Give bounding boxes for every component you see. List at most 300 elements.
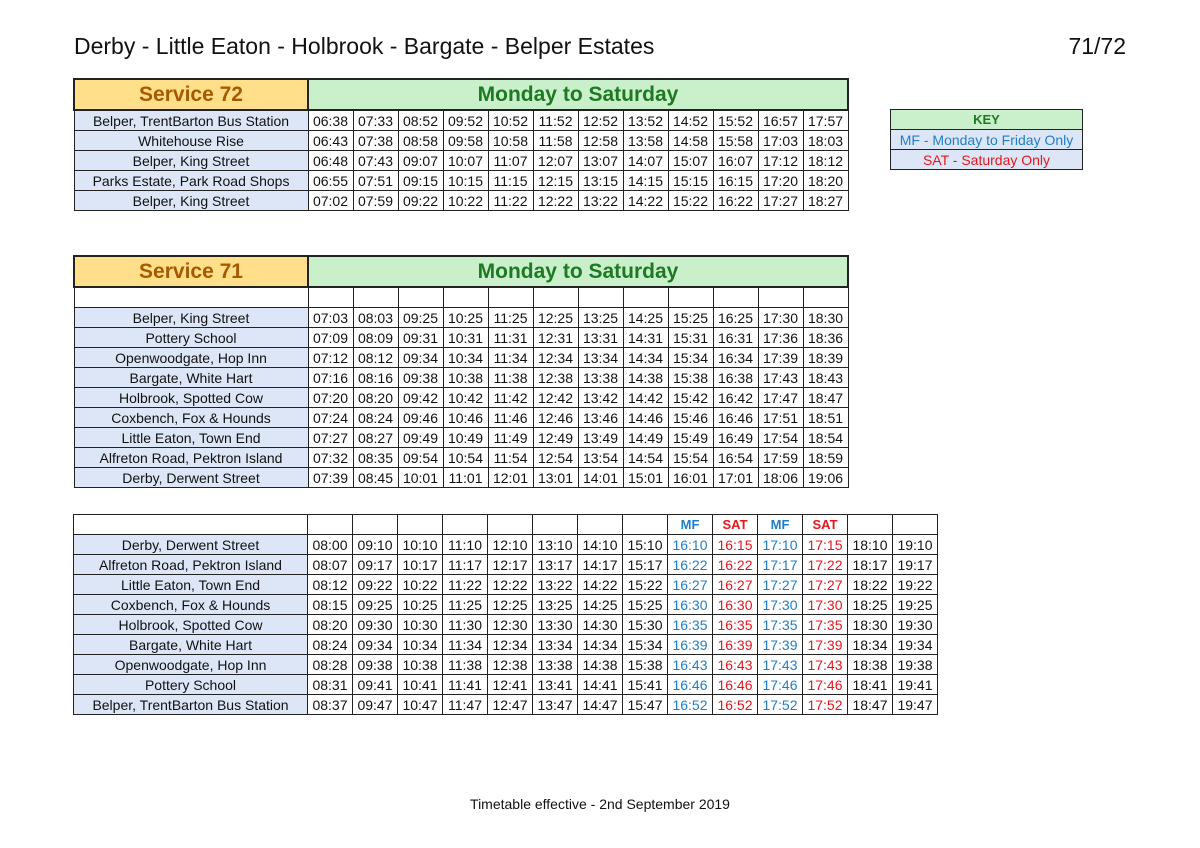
departure-time: 10:38 [443,368,488,388]
departure-time: 09:17 [353,555,398,575]
departure-time: 18:30 [848,615,893,635]
departure-time: 12:52 [578,110,623,131]
stop-name: Derby, Derwent Street [74,535,308,555]
departure-time: 12:31 [533,328,578,348]
departure-time: 08:20 [353,388,398,408]
departure-time: 06:43 [308,131,353,151]
departure-time: 15:58 [713,131,758,151]
departure-time: 13:22 [578,191,623,211]
blank-cell [578,287,623,308]
departure-time: 18:12 [803,151,848,171]
departure-time: 19:17 [893,555,938,575]
departure-time: 14:30 [578,615,623,635]
departure-time: 10:10 [398,535,443,555]
departure-time: 09:31 [398,328,443,348]
departure-time: 11:22 [443,575,488,595]
departure-time: 11:41 [443,675,488,695]
departure-time: 18:25 [848,595,893,615]
service-71-inbound-timetable [73,514,938,715]
blank-cell [848,515,893,535]
departure-time: 12:54 [533,448,578,468]
departure-time: 13:31 [578,328,623,348]
departure-time: 06:55 [308,171,353,191]
departure-time: 12:34 [533,348,578,368]
stop-name: Parks Estate, Park Road Shops [74,171,308,191]
stop-name: Belper, King Street [74,191,308,211]
departure-time: 08:00 [308,535,353,555]
stop-name: Openwoodgate, Hop Inn [74,655,308,675]
departure-time: 13:25 [533,595,578,615]
departure-time: 10:07 [443,151,488,171]
departure-time: 07:27 [308,428,353,448]
departure-time: 14:01 [578,468,623,488]
departure-time: 08:20 [308,615,353,635]
departure-time: 10:41 [398,675,443,695]
departure-time: 09:42 [398,388,443,408]
departure-time: 16:30 [713,595,758,615]
departure-time: 09:49 [398,428,443,448]
departure-time: 16:57 [758,110,803,131]
departure-time: 16:34 [713,348,758,368]
departure-time: 11:07 [488,151,533,171]
departure-time: 16:39 [713,635,758,655]
departure-time: 08:12 [353,348,398,368]
departure-time: 10:54 [443,448,488,468]
departure-time: 17:59 [758,448,803,468]
table-row [74,191,848,211]
departure-time: 16:46 [668,675,713,695]
day-marker: SAT [803,515,848,535]
departure-time: 17:20 [758,171,803,191]
departure-time: 08:35 [353,448,398,468]
departure-time: 07:02 [308,191,353,211]
departure-time: 11:46 [488,408,533,428]
table-row [74,308,848,328]
departure-time: 17:15 [803,535,848,555]
departure-time: 15:31 [668,328,713,348]
departure-time: 16:15 [713,171,758,191]
departure-time: 07:51 [353,171,398,191]
day-marker: MF [668,515,713,535]
departure-time: 08:03 [353,308,398,328]
blank-cell [398,287,443,308]
departure-time: 16:52 [713,695,758,715]
table-row [74,468,848,488]
departure-time: 12:41 [488,675,533,695]
departure-time: 14:07 [623,151,668,171]
departure-time: 15:22 [668,191,713,211]
departure-time: 08:58 [398,131,443,151]
blank-cell [74,287,308,308]
departure-time: 08:16 [353,368,398,388]
departure-time: 15:17 [623,555,668,575]
departure-time: 07:43 [353,151,398,171]
departure-time: 08:12 [308,575,353,595]
departure-time: 10:30 [398,615,443,635]
table-row [74,535,938,555]
departure-time: 11:38 [488,368,533,388]
day-marker: SAT [713,515,758,535]
departure-time: 16:15 [713,535,758,555]
departure-time: 13:38 [578,368,623,388]
departure-time: 17:54 [758,428,803,448]
blank-cell [623,515,668,535]
departure-time: 08:52 [398,110,443,131]
departure-time: 13:25 [578,308,623,328]
departure-time: 07:39 [308,468,353,488]
departure-time: 19:22 [893,575,938,595]
departure-time: 19:06 [803,468,848,488]
departure-time: 06:48 [308,151,353,171]
departure-time: 11:25 [488,308,533,328]
departure-time: 07:03 [308,308,353,328]
departure-time: 14:58 [668,131,713,151]
departure-time: 15:38 [668,368,713,388]
stop-name: Holbrook, Spotted Cow [74,615,308,635]
departure-time: 17:39 [758,635,803,655]
departure-time: 10:38 [398,655,443,675]
departure-time: 12:49 [533,428,578,448]
departure-time: 17:51 [758,408,803,428]
departure-time: 13:15 [578,171,623,191]
departure-time: 13:49 [578,428,623,448]
departure-time: 16:10 [668,535,713,555]
stop-name: Belper, TrentBarton Bus Station [74,110,308,131]
departure-time: 12:42 [533,388,578,408]
departure-time: 09:47 [353,695,398,715]
table-row [74,388,848,408]
departure-time: 16:22 [713,191,758,211]
departure-time: 07:20 [308,388,353,408]
departure-time: 12:58 [578,131,623,151]
departure-time: 11:15 [488,171,533,191]
departure-time: 16:43 [713,655,758,675]
table-row [74,695,938,715]
departure-time: 09:46 [398,408,443,428]
departure-time: 10:01 [398,468,443,488]
stop-name: Belper, King Street [74,308,308,328]
departure-time: 14:52 [668,110,713,131]
departure-time: 10:52 [488,110,533,131]
blank-cell [74,515,308,535]
departure-time: 15:52 [713,110,758,131]
departure-time: 07:33 [353,110,398,131]
stop-name: Whitehouse Rise [74,131,308,151]
departure-time: 17:43 [758,655,803,675]
departure-time: 18:54 [803,428,848,448]
departure-time: 14:34 [623,348,668,368]
departure-time: 14:42 [623,388,668,408]
departure-time: 09:30 [353,615,398,635]
table-row [74,675,938,695]
departure-time: 15:30 [623,615,668,635]
departure-time: 11:42 [488,388,533,408]
departure-time: 16:27 [713,575,758,595]
departure-time: 11:17 [443,555,488,575]
day-marker: MF [758,515,803,535]
departure-time: 14:22 [578,575,623,595]
effective-date-footer: Timetable effective - 2nd September 2019 [470,796,730,812]
departure-time: 16:27 [668,575,713,595]
stop-name: Bargate, White Hart [74,635,308,655]
departure-time: 09:52 [443,110,488,131]
blank-cell [578,515,623,535]
departure-time: 14:49 [623,428,668,448]
departure-time: 08:31 [308,675,353,695]
stop-name: Alfreton Road, Pektron Island [74,555,308,575]
departure-time: 17:39 [803,635,848,655]
departure-time: 14:34 [578,635,623,655]
departure-time: 15:25 [668,308,713,328]
departure-time: 13:30 [533,615,578,635]
departure-time: 17:39 [758,348,803,368]
blank-cell [308,515,353,535]
table-row [74,131,848,151]
departure-time: 09:34 [353,635,398,655]
departure-time: 11:34 [488,348,533,368]
departure-time: 19:25 [893,595,938,615]
departure-time: 14:54 [623,448,668,468]
departure-time: 16:01 [668,468,713,488]
table-row [74,428,848,448]
departure-time: 09:54 [398,448,443,468]
table-row [74,151,848,171]
departure-time: 16:25 [713,308,758,328]
departure-time: 16:43 [668,655,713,675]
departure-time: 13:17 [533,555,578,575]
departure-time: 17:17 [758,555,803,575]
departure-time: 15:07 [668,151,713,171]
departure-time: 15:25 [623,595,668,615]
departure-time: 14:25 [578,595,623,615]
departure-time: 17:27 [758,575,803,595]
departure-time: 16:31 [713,328,758,348]
departure-time: 18:34 [848,635,893,655]
departure-time: 11:22 [488,191,533,211]
departure-time: 16:07 [713,151,758,171]
table-row [74,635,938,655]
departure-time: 11:31 [488,328,533,348]
table-row [74,448,848,468]
departure-time: 10:25 [443,308,488,328]
departure-time: 14:46 [623,408,668,428]
departure-time: 17:10 [758,535,803,555]
departure-time: 13:01 [533,468,578,488]
service-72-days-label: Monday to Saturday [308,79,848,110]
service-71-label: Service 71 [74,256,308,287]
service-71-days-label: Monday to Saturday [308,256,848,287]
departure-time: 10:58 [488,131,533,151]
departure-time: 13:22 [533,575,578,595]
departure-time: 11:10 [443,535,488,555]
table-row [74,368,848,388]
departure-time: 16:30 [668,595,713,615]
departure-time: 18:38 [848,655,893,675]
departure-time: 12:25 [488,595,533,615]
stop-name: Little Eaton, Town End [74,575,308,595]
key-sat-entry: SAT - Saturday Only [891,150,1083,170]
departure-time: 13:54 [578,448,623,468]
departure-time: 11:25 [443,595,488,615]
departure-time: 18:27 [803,191,848,211]
table-row [74,328,848,348]
table-row [74,595,938,615]
departure-time: 16:49 [713,428,758,448]
departure-time: 14:38 [623,368,668,388]
table-row [74,555,938,575]
departure-time: 13:41 [533,675,578,695]
departure-time: 14:41 [578,675,623,695]
departure-time: 18:47 [848,695,893,715]
key-mf-entry: MF - Monday to Friday Only [891,130,1083,150]
departure-time: 11:38 [443,655,488,675]
departure-time: 16:54 [713,448,758,468]
day-marker-row [74,515,938,535]
departure-time: 06:38 [308,110,353,131]
departure-time: 07:09 [308,328,353,348]
departure-time: 15:49 [668,428,713,448]
departure-time: 15:01 [623,468,668,488]
service-71-outbound-timetable [73,255,849,488]
blank-cell [533,515,578,535]
departure-time: 16:35 [713,615,758,635]
stop-name: Bargate, White Hart [74,368,308,388]
stop-name: Derby, Derwent Street [74,468,308,488]
blank-cell [353,287,398,308]
departure-time: 18:39 [803,348,848,368]
departure-time: 17:01 [713,468,758,488]
departure-time: 10:31 [443,328,488,348]
departure-time: 11:01 [443,468,488,488]
departure-time: 12:22 [488,575,533,595]
departure-time: 07:38 [353,131,398,151]
key-table [890,109,1083,170]
departure-time: 10:46 [443,408,488,428]
blank-cell [488,287,533,308]
blank-cell [443,287,488,308]
departure-time: 11:52 [533,110,578,131]
departure-time: 17:12 [758,151,803,171]
table-row [74,408,848,428]
departure-time: 08:27 [353,428,398,448]
departure-time: 16:22 [668,555,713,575]
departure-time: 10:34 [398,635,443,655]
departure-time: 16:22 [713,555,758,575]
departure-time: 12:34 [488,635,533,655]
departure-time: 14:38 [578,655,623,675]
table-row [74,110,848,131]
departure-time: 15:34 [623,635,668,655]
departure-time: 09:15 [398,171,443,191]
departure-time: 16:39 [668,635,713,655]
departure-time: 13:47 [533,695,578,715]
departure-time: 17:52 [803,695,848,715]
departure-time: 15:10 [623,535,668,555]
blank-cell [803,287,848,308]
departure-time: 08:09 [353,328,398,348]
blank-cell [668,287,713,308]
departure-time: 19:10 [893,535,938,555]
departure-time: 17:52 [758,695,803,715]
departure-time: 14:15 [623,171,668,191]
departure-time: 09:38 [353,655,398,675]
departure-time: 19:41 [893,675,938,695]
departure-time: 12:15 [533,171,578,191]
departure-time: 12:22 [533,191,578,211]
departure-time: 13:07 [578,151,623,171]
blank-cell [353,515,398,535]
table-row [74,348,848,368]
departure-time: 18:30 [803,308,848,328]
departure-time: 07:12 [308,348,353,368]
departure-time: 09:10 [353,535,398,555]
departure-time: 09:38 [398,368,443,388]
service-72-label: Service 72 [74,79,308,110]
page-title: Derby - Little Eaton - Holbrook - Bargate - Belper Estates [74,33,655,59]
departure-time: 18:41 [848,675,893,695]
key-title: KEY [891,110,1083,130]
departure-time: 13:46 [578,408,623,428]
blank-cell [713,287,758,308]
stop-name: Belper, King Street [74,151,308,171]
departure-time: 17:47 [758,388,803,408]
stop-name: Pottery School [74,328,308,348]
departure-time: 12:38 [488,655,533,675]
departure-time: 11:34 [443,635,488,655]
departure-time: 18:03 [803,131,848,151]
departure-time: 14:10 [578,535,623,555]
departure-time: 08:37 [308,695,353,715]
departure-time: 11:58 [533,131,578,151]
departure-time: 16:35 [668,615,713,635]
stop-name: Holbrook, Spotted Cow [74,388,308,408]
departure-time: 13:58 [623,131,668,151]
departure-time: 17:46 [803,675,848,695]
departure-time: 13:10 [533,535,578,555]
departure-time: 10:42 [443,388,488,408]
stop-name: Openwoodgate, Hop Inn [74,348,308,368]
departure-time: 15:42 [668,388,713,408]
departure-time: 14:31 [623,328,668,348]
departure-time: 13:34 [578,348,623,368]
departure-time: 17:36 [758,328,803,348]
route-number: 71/72 [1068,33,1126,59]
service-72-timetable [73,78,849,211]
departure-time: 10:22 [398,575,443,595]
departure-time: 17:30 [803,595,848,615]
stop-name: Alfreton Road, Pektron Island [74,448,308,468]
departure-time: 19:47 [893,695,938,715]
blank-cell [398,515,443,535]
departure-time: 12:07 [533,151,578,171]
departure-time: 18:06 [758,468,803,488]
departure-time: 07:32 [308,448,353,468]
departure-time: 16:38 [713,368,758,388]
departure-time: 17:57 [803,110,848,131]
departure-time: 11:47 [443,695,488,715]
departure-time: 17:43 [758,368,803,388]
departure-time: 10:47 [398,695,443,715]
departure-time: 18:47 [803,388,848,408]
departure-time: 09:25 [398,308,443,328]
departure-time: 12:30 [488,615,533,635]
departure-time: 16:42 [713,388,758,408]
departure-time: 09:58 [443,131,488,151]
blank-cell [533,287,578,308]
departure-time: 12:01 [488,468,533,488]
blank-row [74,287,848,308]
departure-time: 16:52 [668,695,713,715]
